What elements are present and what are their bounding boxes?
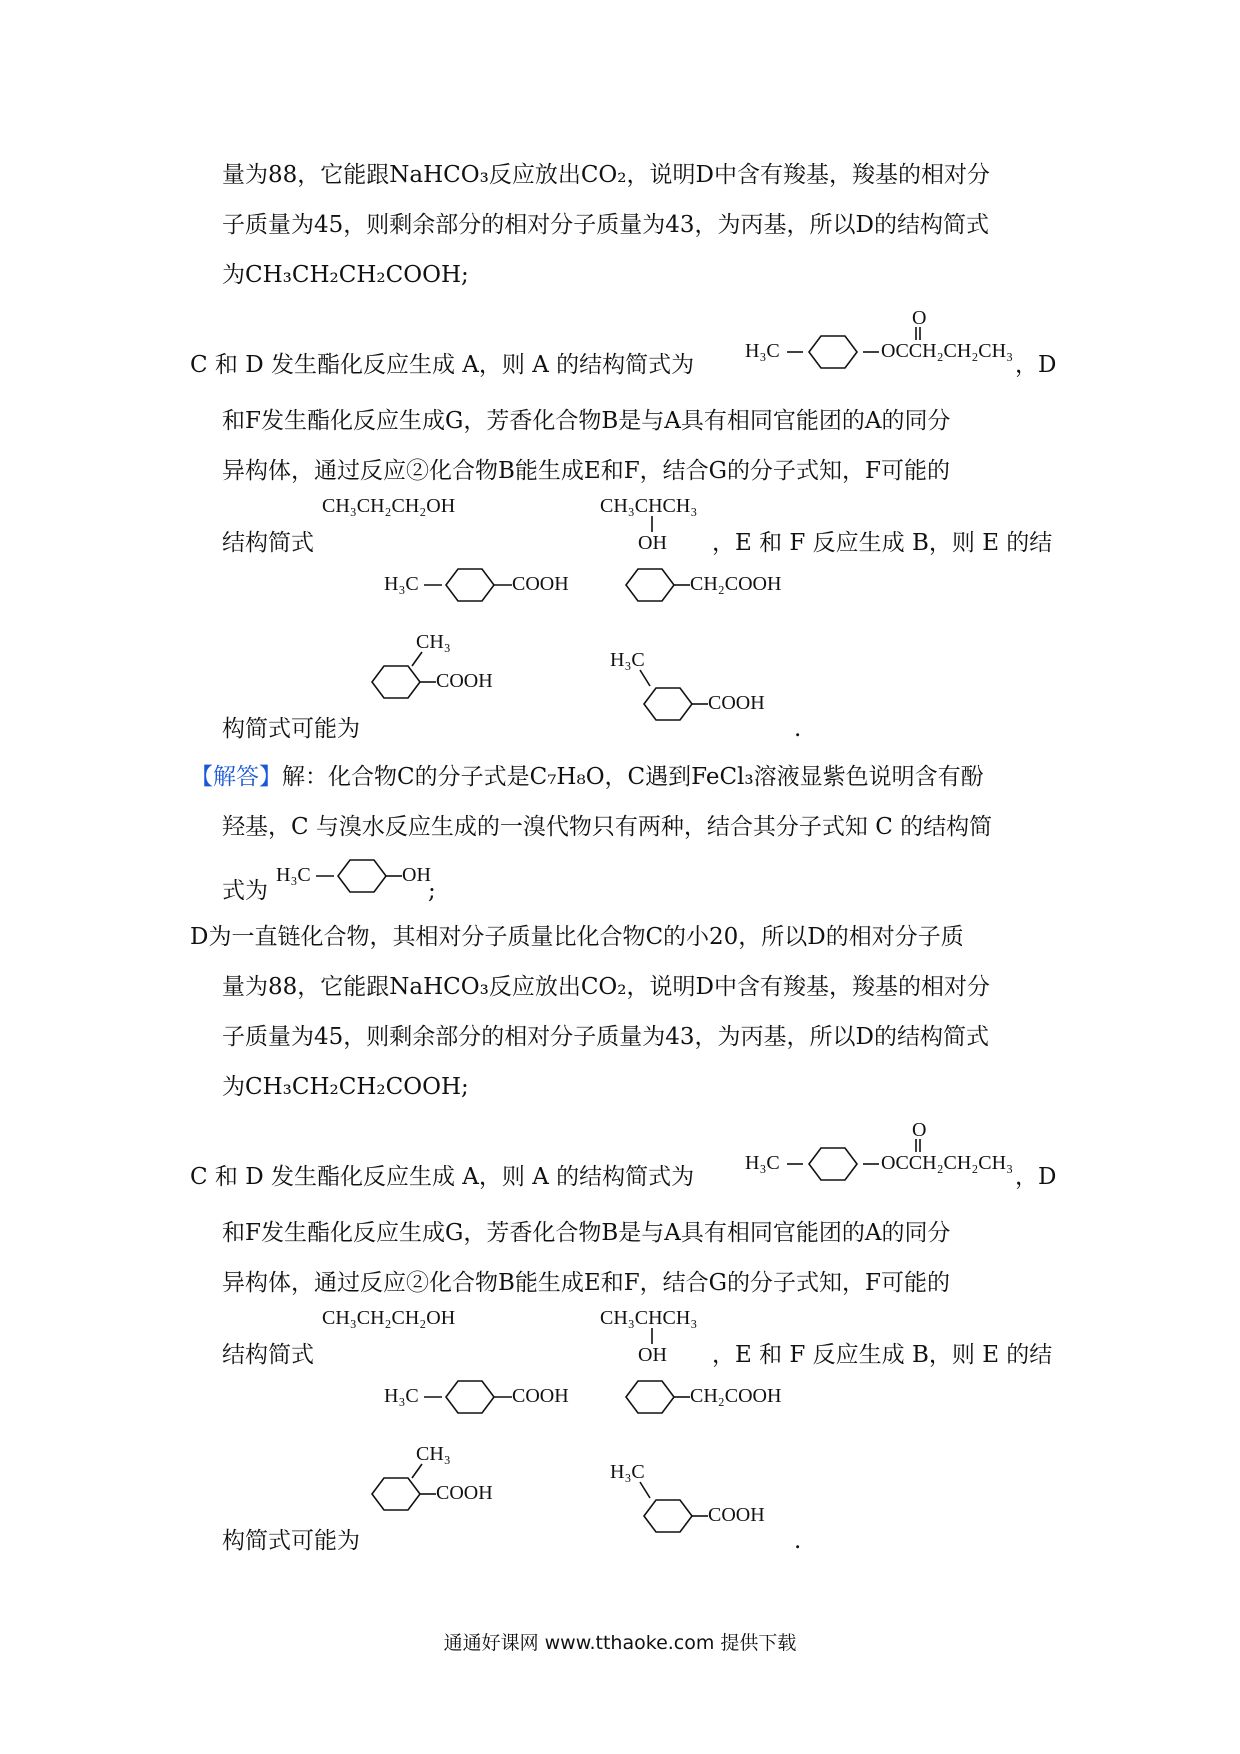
isopropanol-structure [600,492,720,558]
text-line: 结构简式 [222,1342,314,1368]
text-line: 子质量为45，则剩余部分的相对分子质量为43，为丙基，所以D的结构简式 [222,1024,989,1050]
text-line: 羟基，C 与溴水反应生成的一溴代物只有两种，结合其分子式知 C 的结构简 [222,814,993,840]
text-line: 构简式可能为 [222,1528,360,1554]
answer-text: 解：化合物C的分子式是C₇H₈O，C遇到FeCl₃溶液显紫色说明含有酚 [282,764,984,790]
ester-A-structure [745,307,1025,376]
cooh-label: COOH [708,692,765,714]
phenylacetic-acid-structure [624,560,824,614]
propanol-label: CH₃CH₂CH₂OH [322,495,456,517]
text-line: ; [428,878,436,904]
isopropanol-oh-label: OH [638,1344,667,1366]
text-line: 结构简式 [222,530,314,556]
o-toluic-acid-structure [370,1442,520,1526]
text-line: ，D [1015,352,1057,378]
oh-label: OH [402,864,431,886]
cooh-label: COOH [708,1504,765,1526]
text-line: 构简式可能为 [222,716,360,742]
propanol-structure [322,492,482,526]
h3c-label: H₃C [384,1385,419,1407]
cooh-label: COOH [512,1385,569,1407]
text-line: ，E 和 F 反应生成 B，则 E 的结 [712,1342,1053,1368]
text-line: 子质量为45，则剩余部分的相对分子质量为43，为丙基，所以D的结构简式 [222,212,989,238]
ch3-label: CH₃ [416,1443,451,1465]
h3c-label: H₃C [745,340,780,362]
answer-line [190,762,984,792]
isopropanol-top-label: CH₃CHCH₃ [600,1307,698,1329]
ester-A-structure [745,1119,1025,1188]
text-line: 量为88，它能跟NaHCO₃反应放出CO₂，说明D中含有羧基，羧基的相对分 [222,162,990,188]
cooh-label: COOH [512,573,569,595]
text-line: 和F发生酯化反应生成G，芳香化合物B是与A具有相同官能团的A的同分 [222,408,951,434]
h3c-label: H₃C [384,573,419,595]
isopropanol-structure [600,1304,720,1370]
h3c-label: H₃C [610,649,645,671]
p-cresol-structure [276,848,446,908]
cooh-label: COOH [436,1482,493,1504]
m-toluic-acid-structure [610,1460,780,1554]
text-line: 异构体，通过反应②化合物B能生成E和F，结合G的分子式知，F可能的 [222,1270,950,1296]
text-line: . [794,716,802,742]
text-line: C 和 D 发生酯化反应生成 A，则 A 的结构简式为 [190,352,695,378]
ester-chain-label: OCCH₂CH₂CH₃ [881,340,1014,362]
propanol-structure [322,1304,482,1338]
o-toluic-acid-structure [370,630,520,714]
text-line: 量为88，它能跟NaHCO₃反应放出CO₂，说明D中含有羧基，羧基的相对分 [222,974,990,1000]
h3c-label: H₃C [610,1461,645,1483]
propanol-label: CH₃CH₂CH₂OH [322,1307,456,1329]
answer-tag: 【解答】 [190,764,282,790]
h3c-label: H₃C [745,1152,780,1174]
h3c-label: H₃C [276,864,311,886]
carbonyl-o-label: O [912,307,927,329]
isopropanol-oh-label: OH [638,532,667,554]
text-line: 为CH₃CH₂CH₂COOH; [222,262,469,288]
text-line: 和F发生酯化反应生成G，芳香化合物B是与A具有相同官能团的A的同分 [222,1220,951,1246]
text-line: . [794,1528,802,1554]
text-line: ，D [1015,1164,1057,1190]
text-line: ，E 和 F 反应生成 B，则 E 的结 [712,530,1053,556]
ch2cooh-label: CH₂COOH [690,1385,782,1407]
cooh-label: COOH [436,670,493,692]
text-line: D为一直链化合物，其相对分子质量比化合物C的小20，所以D的相对分子质 [190,924,964,950]
m-toluic-acid-structure [610,648,780,742]
page-footer: 通通好课网 www.tthaoke.com 提供下载 [443,1632,797,1654]
carbonyl-o-label: O [912,1119,927,1141]
p-toluic-acid-structure [384,560,584,614]
p-toluic-acid-structure [384,1372,584,1426]
text-line: 为CH₃CH₂CH₂COOH; [222,1074,469,1100]
text-line: 异构体，通过反应②化合物B能生成E和F，结合G的分子式知，F可能的 [222,458,950,484]
text-line: 式为 [222,878,268,904]
phenylacetic-acid-structure [624,1372,824,1426]
isopropanol-top-label: CH₃CHCH₃ [600,495,698,517]
ch2cooh-label: CH₂COOH [690,573,782,595]
text-line: C 和 D 发生酯化反应生成 A，则 A 的结构简式为 [190,1164,695,1190]
ester-chain-label: OCCH₂CH₂CH₃ [881,1152,1014,1174]
ch3-label: CH₃ [416,631,451,653]
